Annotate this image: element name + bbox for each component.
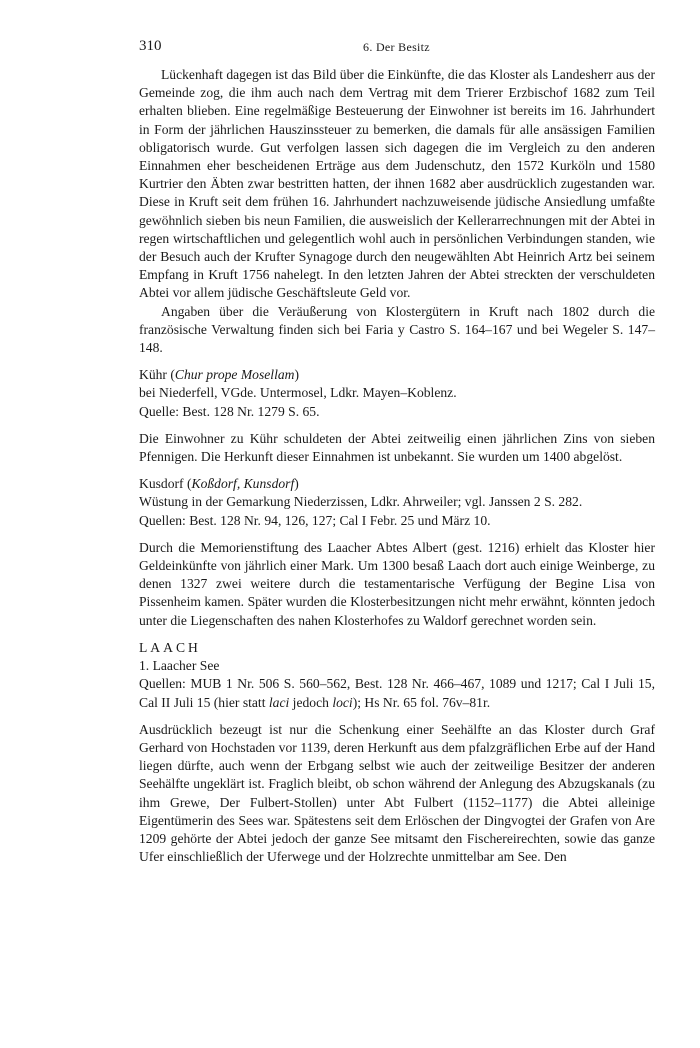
- entry-kusdorf-heading: Kusdorf (Koßdorf, Kunsdorf): [139, 476, 299, 492]
- entry-kusdorf-source: Quellen: Best. 128 Nr. 94, 126, 127; Cal I Febr. 25 und März 10.: [139, 512, 491, 528]
- entry-kuehr-text: Die Einwohner zu Kühr schuldeten der Abtei zeitweilig einen jährlichen Zins von sieben Pfennigen. Die Herkunft dieser Einnahmen ist unbekannt. Sie wurden um 1400 abgelöst.: [139, 430, 655, 465]
- entry-laach-subheading: 1. Laacher See: [139, 658, 220, 674]
- paragraph-income: Lückenhaft dagegen ist das Bild über die Einkünfte, die das Kloster als Landesherr aus der Gemeinde zog, die ihm auch nach dem Vertrag mit dem Trierer Erzbischof 1682 zum Teil erhalten blieben. Eine regelmäßige Besteuerung der Einwohner ist bereits im 16. Jahrhundert in Form der jährlichen Hauszinssteuer zu bemerken, die damals für alle ansässigen Familien obligatorisch wurde. Gut verfolgen lassen sich dagegen die im Vergleich zu den anderen Einnahmen eher bescheidenen Erträge aus dem Judenschutz, den 1572 Kurköln und 1580 Kurtrier den Äbten zwar bestritten hatten, der ihnen 1682 aber ausdrücklich zugestanden war. Diese in Kruft seit dem frühen 16. Jahrhundert nachzuweisende jüdische Ansiedlung umfaßte gewöhnlich sieben bis neun Familien, die ausweislich der Kellerarrechnungen mit der Abtei in regen wirtschaftlichen und gelegentlich wohl auch in persönlichen Verbindungen standen, wie der Besuch auch der Krufter Synagoge durch den neugewählten Abt Heinrich Artz bei seinem Empfang in Kruft 1756 nahelegt. In den letzten Jahren der Abtei streckten der verschuldeten Abtei vor allem jüdische Geschäftsleute Geld vor.: [139, 67, 655, 301]
- entry-laach-heading: LAACH: [139, 639, 201, 655]
- paragraph-sales: Angaben über die Veräußerung von Klostergütern in Kruft nach 1802 durch die französische Verwaltung finden sich bei Faria y Castro S. 164–167 und bei Wegeler S. 147–148.: [139, 303, 655, 356]
- word-loci: loci: [332, 694, 353, 710]
- entry-kuehr-location: bei Niederfell, VGde. Untermosel, Ldkr. Mayen–Koblenz.: [139, 385, 457, 401]
- entry-kusdorf-name: Kusdorf: [139, 476, 184, 492]
- entry-kuehr-name: Kühr: [139, 367, 167, 383]
- entry-kusdorf-text: Durch die Memorienstiftung des Laacher Abtes Albert (gest. 1216) erhielt das Kloster hier Geldeinkünfte von jährlich einer Mark. Um 1300 besaß Laach dort auch einige Weinberge, zu denen 1327 zwei weitere durch die testamentarische Verfügung der Begine Lisa von Pissenheim kamen. Später wurden die Klosterbesitzungen nicht mehr erwähnt, könnten jedoch unter die Liegenschaften des nahen Klosterhofes zu Waldorf gerechnet worden sein.: [139, 539, 655, 628]
- running-head: 6. Der Besitz: [363, 40, 430, 54]
- entry-kusdorf-location: Wüstung in der Gemarkung Niederzissen, Ldkr. Ahrweiler; vgl. Janssen 2 S. 282.: [139, 494, 583, 510]
- body-text: [139, 66, 655, 866]
- entry-kuehr-heading: Kühr (Chur prope Mosellam): [139, 367, 299, 383]
- entry-laach-source: Quellen: MUB 1 Nr. 506 S. 560–562, Best. 128 Nr. 466–467, 1089 und 1217; Cal I Juli 15, Cal II Juli 15 (hier statt laci jedoch loci); Hs Nr. 65 fol. 76v–81r.: [139, 676, 655, 710]
- page-number: 310: [139, 38, 162, 54]
- entry-laach-text: Ausdrücklich bezeugt ist nur die Schenkung einer Seehälfte an das Kloster durch Graf Gerhard von Hochstaden vor 1139, deren Herkunft aus dem pfalzgräflichen Erbe auf der Hand liegen dürfte, auch wenn der Erbgang selbst wie auch der zeitweilige Besitzer der anderen Seehälfte ungeklärt ist. Fraglich bleibt, ob schon während der Anlegung des Abzugskanals (zu ihm Grewe, Der Fulbert-Stollen) unter Abt Fulbert (1152–1177) die Abtei alleinige Eigentümerin des Sees war. Spätestens seit dem Erlöschen der Dingvogtei der Grafen von Are 1209 gehörte der Abtei jedoch der ganze See mitsamt den Fischereirechten, sowie das ganze Ufer einschließlich der Uferwege und der Holzrechte unmittelbar am See. Den: [139, 721, 655, 865]
- entry-kuehr-source: Quelle: Best. 128 Nr. 1279 S. 65.: [139, 403, 320, 419]
- entry-kuehr-latin: Chur prope Mosellam: [174, 367, 295, 383]
- page-header: [139, 38, 654, 58]
- word-laci: laci: [268, 694, 290, 710]
- entry-kusdorf-latin: Koßdorf, Kunsdorf: [191, 476, 295, 492]
